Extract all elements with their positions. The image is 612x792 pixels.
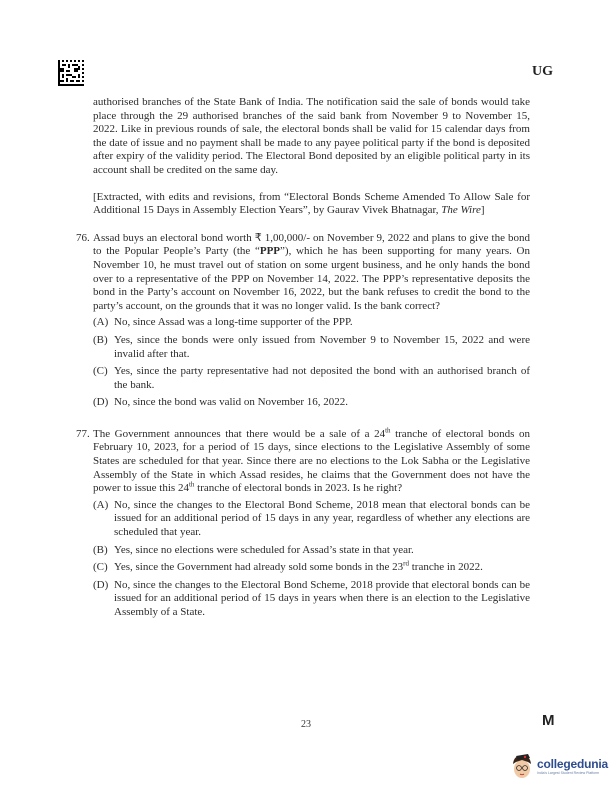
- option-d[interactable]: (D) No, since the changes to the Electoral Bond Scheme, 2018 provide that electoral bonds can be issued for an additional period of 15 days in years when there is an election to the Legislative Assembly of a State.: [93, 578, 530, 618]
- mascot-icon: [510, 752, 534, 780]
- passage-citation: [Extracted, with edits and revisions, from “Electoral Bonds Scheme Amended To Allow Sale for Additional 15 Days in Assembly Election Years”, by Gaurav Vivek Bhatnagar, The Wire]: [93, 190, 530, 217]
- option-a[interactable]: (A) No, since Assad was a long-time supporter of the PPP.: [93, 316, 353, 329]
- question-text: Assad buys an electoral bond worth ₹ 1,00,000/- on November 9, 2022 and plans to give the bond to the Popular People’s Party (the “PPP”), which he has been supporting for many years. On November 10, he must travel out of station on some urgent business, and he only hands the bond over to a representative of the PPP on November 14, 2022. The PPP’s representative deposits the bond in the Party’s account on November 16, 2022, but the bank refuses to credit the bond to the party’s account, on the grounds that it was no longer valid. Is the bank correct?: [93, 231, 530, 312]
- citation-source: The Wire: [441, 204, 481, 217]
- brand-tagline: India's Largest Student Review Platform: [537, 771, 600, 775]
- page-number: 23: [301, 719, 311, 730]
- passage-paragraph: authorised branches of the State Bank of India. The notification said the sale of bonds would take place through the 29 authorised branches of the said bank from November 9 to November 15, 2022. Like in previous rounds of sale, the electoral bonds shall be valid for 15 calendar days from the date of issue and no payment shall be made to any payee political party if the bond is deposited after expiry of the validity period. The Electoral Bond deposited by an eligible political party in its account shall be credited on the same day.: [93, 96, 530, 176]
- option-b[interactable]: (B) Yes, since the bonds were only issued from November 9 to November 15, 2022 and were invalid after that.: [93, 333, 530, 360]
- datamatrix-code-icon: [58, 60, 84, 86]
- question-76: [76, 231, 530, 410]
- set-code: M: [542, 712, 555, 729]
- option-d[interactable]: (D) No, since the bond was valid on November 16, 2022.: [93, 396, 349, 409]
- collegedunia-logo: [510, 745, 610, 787]
- question-77: [76, 426, 531, 620]
- option-c[interactable]: (C) Yes, since the Government had already sold some bonds in the 23rd tranche in 2022.: [93, 559, 483, 574]
- question-text: The Government announces that there would be a sale of a 24th tranche of electoral bonds on February 10, 2023, for a period of 15 days, since elections to the Legislative Assembly of some States are scheduled for that year. Since there are no elections to the Lok Sabha or the Legislative Assembly of the State in which Assad resides, he claims that the Government does not have the power to issue this 24th tranche of electoral bonds in 2023. Is he right?: [93, 426, 531, 495]
- question-number: 77.: [76, 427, 90, 440]
- options-list: [93, 499, 530, 620]
- option-b[interactable]: (B) Yes, since no elections were scheduled for Assad’s state in that year.: [93, 543, 414, 556]
- brand-name: collegedunia: [537, 757, 608, 771]
- exam-code: UG: [532, 64, 553, 79]
- options-list: [93, 316, 530, 410]
- option-a[interactable]: (A) No, since the changes to the Electoral Bond Scheme, 2018 mean that electoral bonds can be issued for an additional period of 15 days in any year, regardless of whether any elections are scheduled that year.: [93, 498, 530, 539]
- question-number: 76.: [76, 231, 90, 244]
- option-c[interactable]: (C) Yes, since the party representative had not deposited the bond with an authorised branch of the bank.: [93, 365, 530, 391]
- page-content: [76, 96, 531, 624]
